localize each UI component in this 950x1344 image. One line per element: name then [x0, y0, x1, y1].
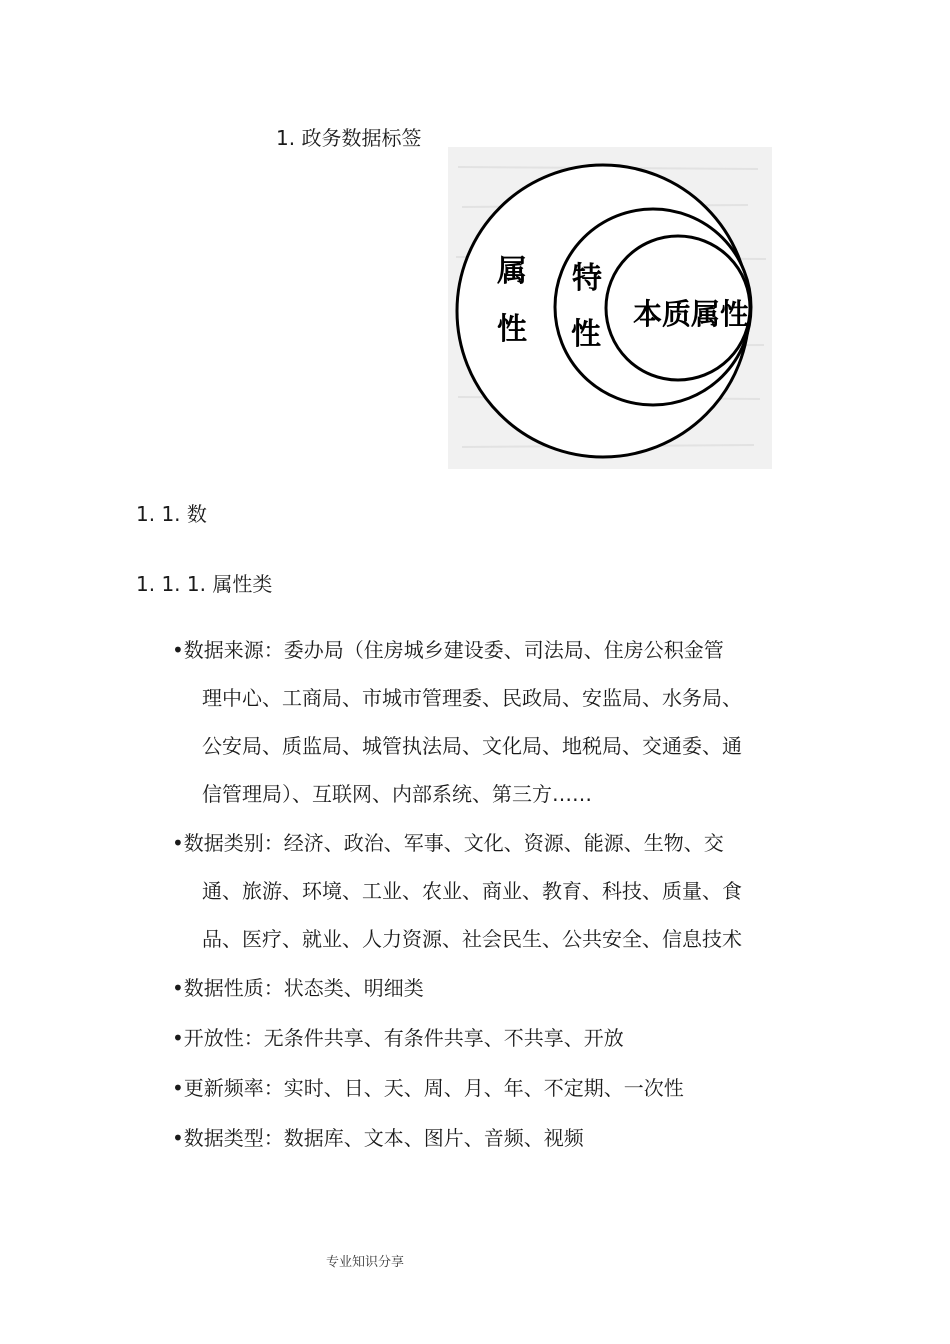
bullet-data-nature: [172, 964, 762, 1012]
bullet-update-frequency: [172, 1064, 762, 1112]
bullet-data-type: [172, 1114, 762, 1162]
bullet-line: 通、旅游、环境、工业、农业、商业、教育、科技、质量、食: [202, 879, 742, 903]
section-heading: 1. 政务数据标签: [276, 126, 422, 150]
attribute-diagram: [448, 147, 772, 469]
bullet-line: •数据来源：委办局（住房城乡建设委、司法局、住房公积金管: [172, 638, 724, 662]
middle-label-top: 特: [572, 261, 602, 296]
outer-label-top: 属: [497, 254, 527, 289]
bullet-line: •开放性：无条件共享、有条件共享、不共享、开放: [172, 1026, 624, 1050]
bullet-line: •数据类别：经济、政治、军事、文化、资源、能源、生物、交: [172, 831, 724, 855]
bullet-openness: [172, 1014, 762, 1062]
bullet-line: •数据类型：数据库、文本、图片、音频、视频: [172, 1126, 584, 1150]
sub-subsection-heading: 1. 1. 1. 属性类: [136, 572, 273, 596]
bullet-data-source: [172, 626, 762, 818]
bullet-line: 品、医疗、就业、人力资源、社会民生、公共安全、信息技术: [202, 927, 742, 951]
bullet-line: 理中心、工商局、市城市管理委、民政局、安监局、水务局、: [202, 686, 742, 710]
subsection-heading: 1. 1. 数: [136, 502, 207, 526]
bullet-data-category: [172, 819, 762, 963]
outer-label-bottom: 性: [497, 312, 527, 347]
bullet-line: •数据性质：状态类、明细类: [172, 976, 424, 1000]
bullet-line: 信管理局）、互联网、内部系统、第三方……: [202, 782, 592, 806]
bullet-line: •更新频率：实时、日、天、周、月、年、不定期、一次性: [172, 1076, 684, 1100]
nested-circles-diagram: [448, 147, 772, 469]
page-footer: 专业知识分享: [326, 1255, 405, 1270]
bullet-line: 公安局、质监局、城管执法局、文化局、地税局、交通委、通: [202, 734, 742, 758]
middle-label-bottom: 性: [571, 317, 601, 352]
inner-label: 本质属性: [632, 297, 750, 331]
